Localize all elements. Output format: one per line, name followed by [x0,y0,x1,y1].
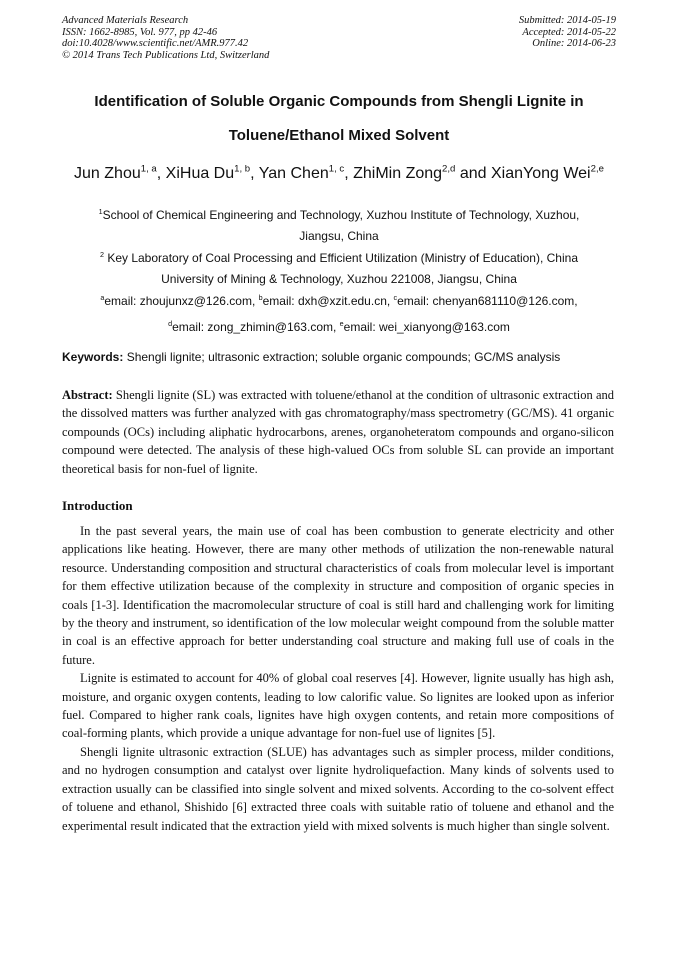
paper-title-line-1: Identification of Soluble Organic Compounds from Shengli Lignite in [94,93,584,110]
affiliation-1: $^1$School of Chemical Engineering and Technology, Xuzhou Institute of Technology, Xuzhou, Jiangsu, China [98,207,580,243]
issn: ISSN: 1662-8985, Vol. 977, pp 42-46 [62,26,218,38]
email-line-1: $^a$email: zhoujunxz@126.com, $^b$email: dxh@xzit.edu.cn, $^c$email: chenyan681110@126.com, [100,293,578,308]
author: XianYong Wei$^{2,e}$ [490,164,604,183]
accepted-date: Accepted: 2014-05-22 [522,26,616,38]
paragraph: In the past several years, the main use of coal has been combustion to generate electricity and other applications like heating. However, there are many other methods of utilization the non-renewable natural resource. Understanding composition and structural characteristics of coals from molecular level is important for them effective utilization because of the complexity in structure and composition of organic species in coals [1-3]. Identification the macromolecular structure of coal is still hard and challenging work for limiting by the theory and instrument, so identification of the low molecular weight compound from the soluble matter in coal is an effective approach for better understanding coal structure and making full use of coals in the future. [62,524,614,667]
email-line-2: $^d$email: zong_zhimin@163.com, $^e$email: wei_xianyong@163.com [168,319,510,334]
abstract-label: Abstract: [62,388,113,402]
abstract [62,386,614,478]
paragraph: Lignite is estimated to account for 40% of global coal reserves [4]. However, lignite usually has high ash, moisture, and organic oxygen contents, leading to low calorific value. So lignites are looked upon as inferior fuel. Compared to higher rank coals, lignites have high oxygen contents, and retain more compositions of coal-forming plants, which provide a unique advantage for non-fuel use of lignites [5]. [62,671,614,741]
paragraph: Shengli lignite ultrasonic extraction (SLUE) has advantages such as simpler process, milder conditions, and no hydrogen consumption and catalyst over lignite hydroliquefaction. Many kinds of solvents used to extraction usually can be classified into single solvent and mixed solvents. According to the co-solvent effect of toluene and ethanol, Shishido [6] extracted three coals with suitable ratio of toluene and ethanol and the experimental result indicated that the extraction yield with mixed solvents is much higher than single solvent. [62,744,614,833]
affiliation-2: $^2$ Key Laboratory of Coal Processing and Efficient Utilization (Ministry of Education), China University of Mining & Technology, Xuzhou 221008, Jiangsu, China [99,250,578,286]
author: XiHua Du$^{1, b}$, [165,164,259,183]
journal-name: Advanced Materials Research [62,15,189,26]
author: ZhiMin Zong$^{2,d}$ and [353,164,491,183]
keywords-label: Keywords: [62,350,124,364]
journal-header-left [62,15,269,61]
keywords-text: Shengli lignite; ultrasonic extraction; soluble organic compounds; GC/MS analysis [123,350,561,364]
online-date: Online: 2014-06-23 [532,38,616,49]
submitted-date: Submitted: 2014-05-19 [518,15,616,26]
copyright: © 2014 Trans Tech Publications Ltd, Switzerland [62,49,270,61]
section-heading-introduction: Introduction [62,498,133,513]
doi: doi:10.4028/www.scientific.net/AMR.977.42 [62,38,249,49]
abstract-text: Shengli lignite (SL) was extracted with toluene/ethanol at the condition of ultrasonic extraction and the dissolved matters was further analyzed with gas chromatography/mass spectrometry (GC/MS). 41 organic compounds (OCs) including aliphatic hydrocarbons, arenes, organoheteratom compounds and organo-silicon compound were detected. The analysis of these high-valued OCs from soluble SL can provide an important theoretical basis for non-fuel of lignite. [62,388,614,476]
author-list [30,164,648,183]
author: Yan Chen$^{1, c}$, [258,164,354,183]
keywords [62,350,622,364]
author: Jun Zhou$^{1, a}$, [74,164,166,183]
introduction-body [62,522,614,835]
journal-header-right [519,15,616,50]
paper-title-line-2: Toluene/Ethanol Mixed Solvent [228,127,450,144]
